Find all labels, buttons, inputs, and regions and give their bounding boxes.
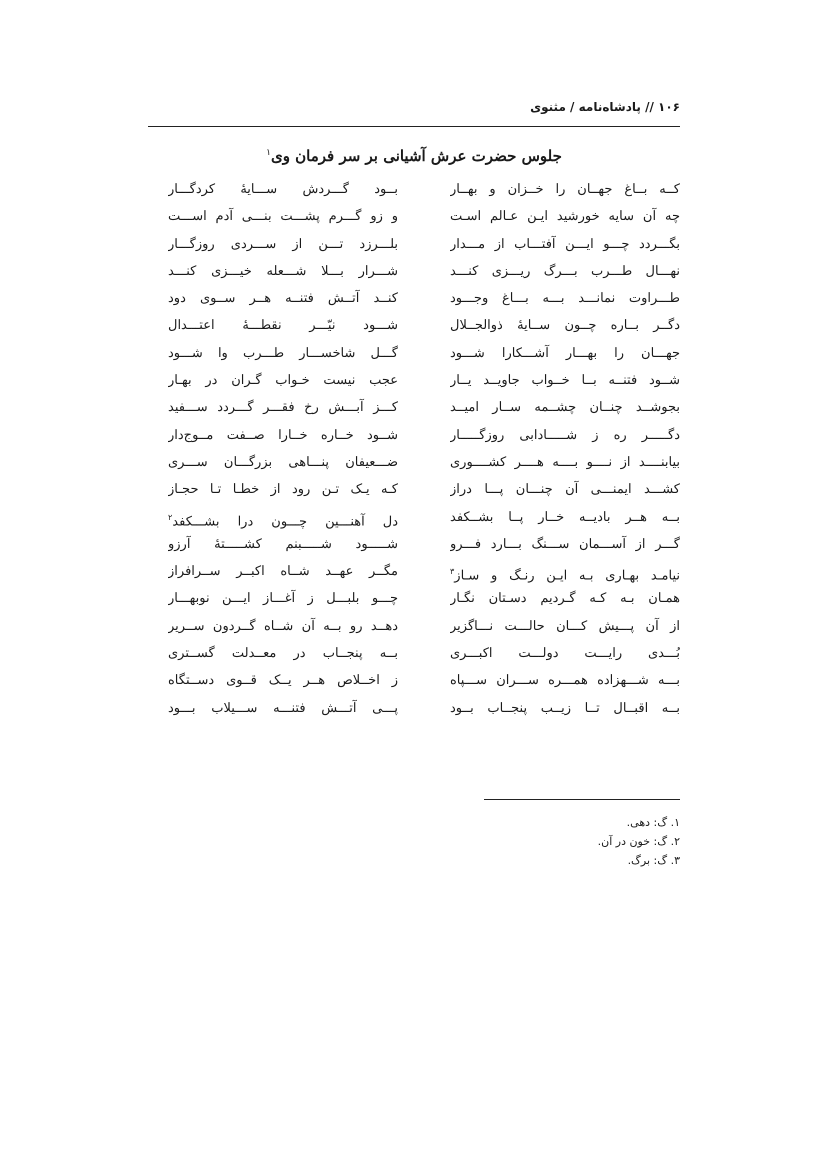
couplet — [0, 535, 826, 562]
couplet — [0, 644, 826, 671]
hemistich-text: بگـــردد چـــو ایـــن آفتـــاب از مـــدار — [450, 236, 680, 252]
footnote-rule — [484, 799, 680, 800]
hemistich-second — [168, 289, 398, 309]
hemistich-second — [168, 398, 398, 418]
hemistich-second — [168, 235, 398, 255]
hemistich-text: دل آهنـــین چـــون درا بشـــکفد — [172, 513, 398, 529]
footnote: ۲. گ: خون در آن. — [597, 835, 680, 848]
couplet — [0, 235, 826, 262]
hemistich-text: بــه پنجــاب در معــدلت گســتری — [168, 646, 398, 662]
hemistich-first — [450, 235, 680, 255]
hemistich-second — [168, 617, 398, 637]
hemistich-first — [450, 344, 680, 364]
hemistich-first — [450, 699, 680, 719]
hemistich-text: بــه هــر بادیــه خــار پــا بشــکفد — [450, 509, 680, 525]
hemistich-text: دگـــــر ره ز شـــــادابی روزگـــــار — [450, 427, 680, 443]
hemistich-second — [168, 508, 398, 532]
hemistich-second — [168, 371, 398, 391]
hemistich-first — [450, 426, 680, 446]
hemistich-first — [450, 398, 680, 418]
hemistich-first — [450, 589, 680, 609]
hemistich-text: کـــز آبـــش رخ فقـــر گـــردد ســـفید — [168, 400, 398, 416]
hemistich-second — [168, 453, 398, 473]
poem-body — [0, 180, 826, 726]
couplet — [0, 617, 826, 644]
hemistich-text: نیامـد بهـاری بـه ایـن رنـگ و سـاز — [454, 568, 680, 584]
hemistich-text: طـــراوت نمانـــد بـــه بـــاغ وجـــود — [450, 291, 680, 307]
hemistich-second — [168, 207, 398, 227]
couplet — [0, 453, 826, 480]
hemistich-text: کــه بــاغ جهــان را خــزان و بهــار — [450, 182, 680, 197]
hemistich-second — [168, 562, 398, 582]
hemistich-text: بـــه شـــهزاده همـــره ســـران ســـپاه — [450, 673, 680, 689]
couplet — [0, 398, 826, 425]
hemistich-text: دهــد رو بــه آن شــاه گــردون ســریر — [168, 618, 398, 634]
hemistich-first — [450, 617, 680, 637]
hemistich-second — [168, 344, 398, 364]
section-title-text: جلوس حضرت عرش آشیانی بر سر فرمان وی — [270, 147, 562, 165]
hemistich-text: از آن پـــیش کـــان حالـــت نـــاگزیر — [450, 618, 680, 634]
hemistich-text: عجب نیست خـواب گـران در بهـار — [168, 373, 398, 389]
hemistich-text: کشـــد ایمنـــی آن چنـــان پـــا دراز — [450, 482, 680, 498]
couplet — [0, 480, 826, 507]
hemistich-text: مگــر عهــد شــاه اکبــر ســرافراز — [168, 564, 398, 580]
hemistich-text: دگــر بــاره چــون ســایهٔ ذوالجــلال — [450, 318, 680, 334]
hemistich-second — [168, 180, 398, 200]
section-title — [148, 147, 680, 173]
running-head: ۱۰۶ // پادشاه‌نامه / مثنوی — [530, 100, 680, 114]
footnotes — [480, 813, 680, 870]
hemistich-text: ضـــعیفان پنـــاهی بزرگـــان ســـری — [168, 454, 398, 470]
hemistich-first — [450, 371, 680, 391]
hemistich-text: و زو گـــرم پشـــت بنـــی آدم اســـت — [168, 209, 398, 225]
hemistich-text: کنــد آتــش فتنــه هــر ســوی دود — [168, 291, 398, 307]
couplet — [0, 289, 826, 316]
hemistich-first — [450, 644, 680, 664]
footnote-marker: ۳ — [450, 567, 455, 577]
hemistich-text: چـــو بلبـــل ز آغـــاز ایـــن نوبهـــار — [168, 591, 398, 607]
hemistich-text: چه آن سایه خورشید ایـن عـالم اسـت — [450, 209, 680, 225]
hemistich-second — [168, 535, 398, 555]
hemistich-first — [450, 289, 680, 309]
hemistich-text: گـــر از آســـمان ســـنگ بـــارد فـــرو — [450, 536, 680, 552]
hemistich-second — [168, 316, 398, 336]
footnote: ۱. گ: دهی. — [626, 816, 680, 829]
footnote-marker: ۲ — [168, 512, 173, 522]
hemistich-second — [168, 480, 398, 500]
hemistich-text: کـه یـک تـن رود از خطـا تـا حجـاز — [168, 482, 398, 498]
hemistich-text: بــود گـــردش ســـایهٔ کردگـــار — [168, 182, 398, 197]
couplet — [0, 671, 826, 698]
hemistich-text: شــود خــاره خــارا صــفت مــوج‌دار — [168, 427, 398, 443]
footnote: ۳. گ: برگ. — [627, 854, 680, 867]
couplet — [0, 262, 826, 289]
hemistich-text: شــود فتنــه بــا خــواب جاویــد یــار — [450, 373, 680, 389]
hemistich-text: همـان بـه کـه گـردیم دسـتان نگـار — [450, 591, 680, 607]
hemistich-text: شـــــود شـــــبنم کشـــــتهٔ آرزو — [168, 536, 398, 552]
hemistich-text: بــه اقبــال تــا زیــب پنجــاب بــود — [450, 700, 680, 716]
hemistich-first — [450, 508, 680, 528]
hemistich-second — [168, 262, 398, 282]
hemistich-text: بلـــرزد تـــن از ســـردی روزگـــار — [168, 236, 398, 252]
hemistich-text: پـــی آتـــش فتنـــه ســـیلاب بـــود — [168, 700, 398, 716]
hemistich-second — [168, 644, 398, 664]
footnote-marker: ۱ — [266, 148, 271, 158]
hemistich-first — [450, 671, 680, 691]
hemistich-first — [450, 262, 680, 282]
hemistich-text: ز اخــلاص هــر یــک قــوی دســتگاه — [168, 673, 398, 689]
couplet — [0, 589, 826, 616]
hemistich-text: جهـــان را بهـــار آشـــکارا شـــود — [450, 345, 680, 361]
couplet — [0, 207, 826, 234]
hemistich-text: گـــل شاخســـار طـــرب وا شـــود — [168, 345, 398, 361]
hemistich-first — [450, 480, 680, 500]
hemistich-text: بُـــدی رایـــت دولـــت اکبـــری — [450, 646, 680, 662]
header-rule — [148, 126, 680, 127]
couplet — [0, 699, 826, 726]
hemistich-first — [450, 453, 680, 473]
hemistich-text: بیابنــــد از نــــو بــــه هــــر کشــــوری — [450, 454, 680, 470]
couplet — [0, 180, 826, 207]
couplet — [0, 316, 826, 343]
hemistich-second — [168, 671, 398, 691]
hemistich-first — [450, 562, 680, 586]
hemistich-text: نهـــال طـــرب بـــرگ ریـــزی کنـــد — [450, 263, 680, 279]
hemistich-text: بجوشــد چنــان چشــمه ســار امیــد — [450, 400, 680, 416]
couplet — [0, 562, 826, 589]
hemistich-second — [168, 699, 398, 719]
couplet — [0, 344, 826, 371]
hemistich-first — [450, 180, 680, 200]
hemistich-second — [168, 426, 398, 446]
hemistich-text: شـــرار بـــلا شـــعله خیـــزی کنـــد — [168, 263, 398, 279]
couplet — [0, 371, 826, 398]
hemistich-first — [450, 316, 680, 336]
hemistich-first — [450, 535, 680, 555]
couplet — [0, 508, 826, 535]
hemistich-second — [168, 589, 398, 609]
couplet — [0, 426, 826, 453]
hemistich-text: شـــود نیّـــر نقطـــهٔ اعتـــدال — [168, 318, 398, 334]
hemistich-first — [450, 207, 680, 227]
